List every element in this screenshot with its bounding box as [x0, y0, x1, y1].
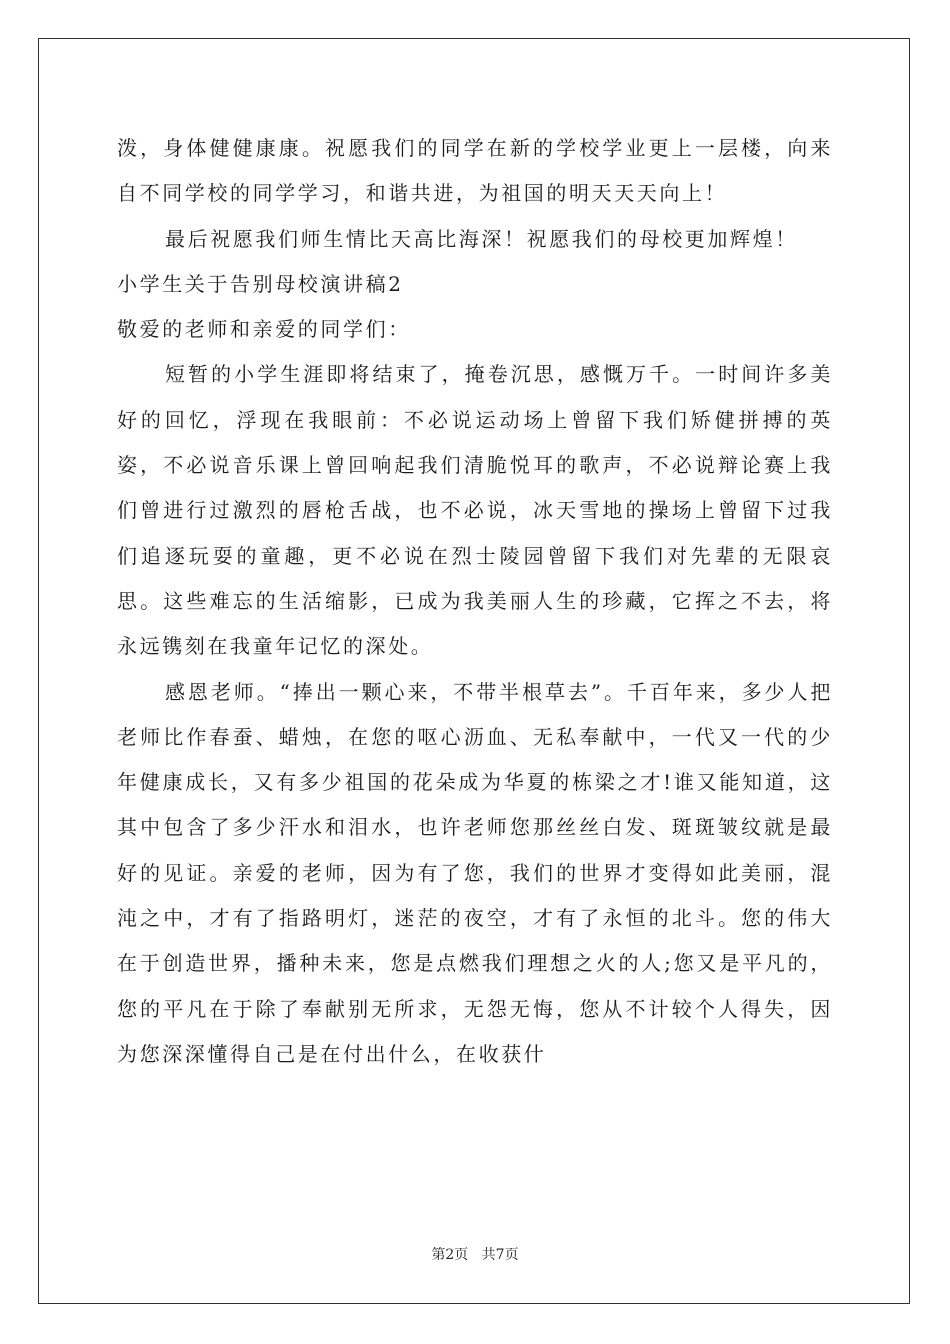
paragraph-2: 最后祝愿我们师生情比天高比海深！祝愿我们的母校更加辉煌！: [165, 226, 798, 251]
page-footer: [0, 1244, 950, 1264]
document-body: [117, 126, 833, 1077]
paragraph-4: 感恩老师。“捧出一颗心来，不带半根草去”。千百年来，多少人把老师比作春蚕、蜡烛，在您的呕心沥血、无私奉献中，一代又一代的少年健康成长，又有多少祖国的花朵成为华夏的栋梁之才!谁又能知道，这其中包含了多少汗水和泪水，也许老师您那丝丝白发、斑斑皱纹就是最好的见证。亲爱的老师，因为有了您，我们的世界才变得如此美丽，混沌之中，才有了指路明灯，迷茫的夜空，才有了永恒的北斗。您的伟大在于创造世界，播种未来，您是点燃我们理想之火的人;您又是平凡的，您的平凡在于除了奉献别无所求，无怨无悔，您从不计较个人得失，因为您深深懂得自己是在付出什么，在收获什: [117, 679, 833, 1066]
salutation: 敬爱的老师和亲爱的同学们：: [117, 317, 411, 342]
total-pages: 共7页: [481, 1247, 519, 1263]
paragraph-1: 泼，身体健健康康。祝愿我们的同学在新的学校学业更上一层楼，向来自不同学校的同学学习，和谐共进，为祖国的明天天天向上！: [117, 136, 833, 206]
section-title: 小学生关于告别母校演讲稿2: [117, 271, 404, 296]
page-number: 第2页: [431, 1247, 469, 1263]
paragraph-3: 短暂的小学生涯即将结束了，掩卷沉思，感慨万千。一时间许多美好的回忆，浮现在我眼前：不必说运动场上曾留下我们矫健拼搏的英姿，不必说音乐课上曾回响起我们清脆悦耳的歌声，不必说辩论赛上我们曾进行过激烈的唇枪舌战，也不必说，冰天雪地的操场上曾留下过我们追逐玩耍的童趣，更不必说在烈士陵园曾留下我们对先辈的无限哀思。这些难忘的生活缩影，已成为我美丽人生的珍藏，它挥之不去，将永远镌刻在我童年记忆的深处。: [117, 362, 833, 659]
